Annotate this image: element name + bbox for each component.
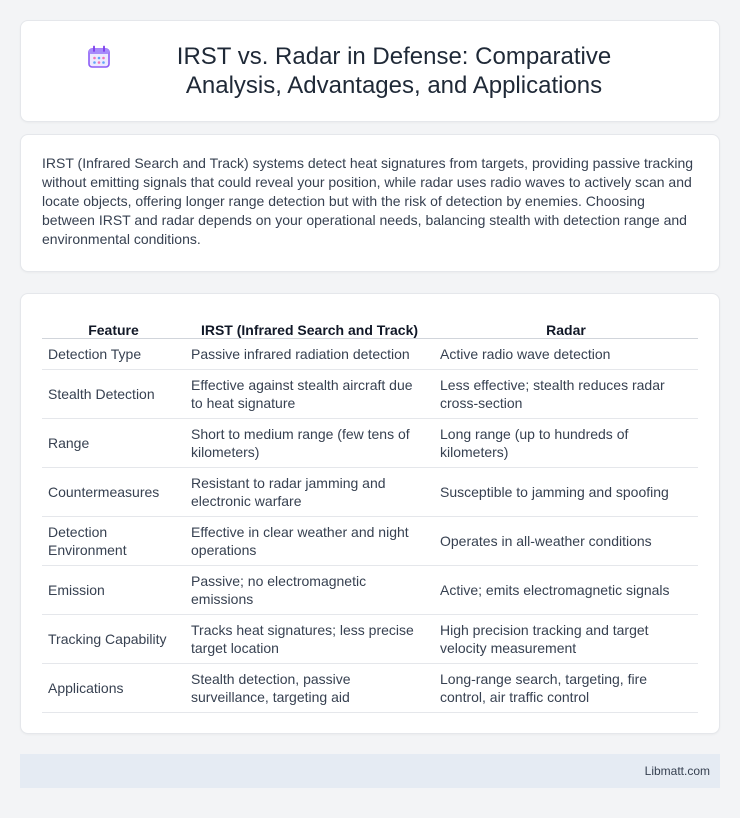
feature-cell: Tracking Capability	[42, 614, 185, 663]
table-row	[42, 614, 698, 663]
intro-card	[20, 134, 720, 272]
feature-cell: Stealth Detection	[42, 369, 185, 418]
feature-cell: Range	[42, 418, 185, 467]
feature-cell: Detection Type	[42, 338, 185, 369]
feature-cell: Detection Environment	[42, 516, 185, 565]
radar-cell: Active radio wave detection	[434, 338, 698, 369]
irst-cell: Stealth detection, passive surveillance, targeting aid	[185, 663, 434, 712]
calendar-icon	[86, 44, 112, 70]
page-title: IRST vs. Radar in Defense: Comparative Analysis, Advantages, and Applications	[176, 43, 612, 99]
footer-bar	[20, 754, 720, 788]
table-row	[42, 369, 698, 418]
column-header-feature: Feature	[42, 312, 185, 338]
radar-cell: Active; emits electromagnetic signals	[434, 565, 698, 614]
radar-cell: High precision tracking and target velocity measurement	[434, 614, 698, 663]
title-card	[20, 20, 720, 122]
irst-cell: Short to medium range (few tens of kilometers)	[185, 418, 434, 467]
feature-cell: Emission	[42, 565, 185, 614]
column-header-irst: IRST (Infrared Search and Track)	[185, 312, 434, 338]
radar-cell: Operates in all-weather conditions	[434, 516, 698, 565]
irst-cell: Effective in clear weather and night operations	[185, 516, 434, 565]
table-row	[42, 565, 698, 614]
irst-cell: Passive; no electromagnetic emissions	[185, 565, 434, 614]
radar-cell: Long-range search, targeting, fire control, air traffic control	[434, 663, 698, 712]
table-header-row	[42, 312, 698, 338]
comparison-table	[42, 312, 698, 713]
irst-cell: Passive infrared radiation detection	[185, 338, 434, 369]
feature-cell: Countermeasures	[42, 467, 185, 516]
title-wrap	[86, 42, 654, 100]
radar-cell: Long range (up to hundreds of kilometers)	[434, 418, 698, 467]
table-row	[42, 418, 698, 467]
footer-brand-link[interactable]: Libmatt.com	[644, 764, 710, 778]
table-row	[42, 663, 698, 712]
irst-cell: Effective against stealth aircraft due to heat signature	[185, 369, 434, 418]
irst-cell: Resistant to radar jamming and electronic warfare	[185, 467, 434, 516]
radar-cell: Less effective; stealth reduces radar cross-section	[434, 369, 698, 418]
intro-paragraph: IRST (Infrared Search and Track) systems detect heat signatures from targets, providing passive tracking without emitting signals that could reveal your position, while radar uses radio waves to actively scan and locate objects, offering longer range detection but with the risk of detection by enemies. Choosing between IRST and radar depends on your operational needs, balancing stealth with detection range and environmental conditions.	[42, 155, 694, 247]
feature-cell: Applications	[42, 663, 185, 712]
table-row	[42, 338, 698, 369]
column-header-radar: Radar	[434, 312, 698, 338]
table-row	[42, 516, 698, 565]
radar-cell: Susceptible to jamming and spoofing	[434, 467, 698, 516]
table-card	[20, 293, 720, 734]
irst-cell: Tracks heat signatures; less precise target location	[185, 614, 434, 663]
table-row	[42, 467, 698, 516]
